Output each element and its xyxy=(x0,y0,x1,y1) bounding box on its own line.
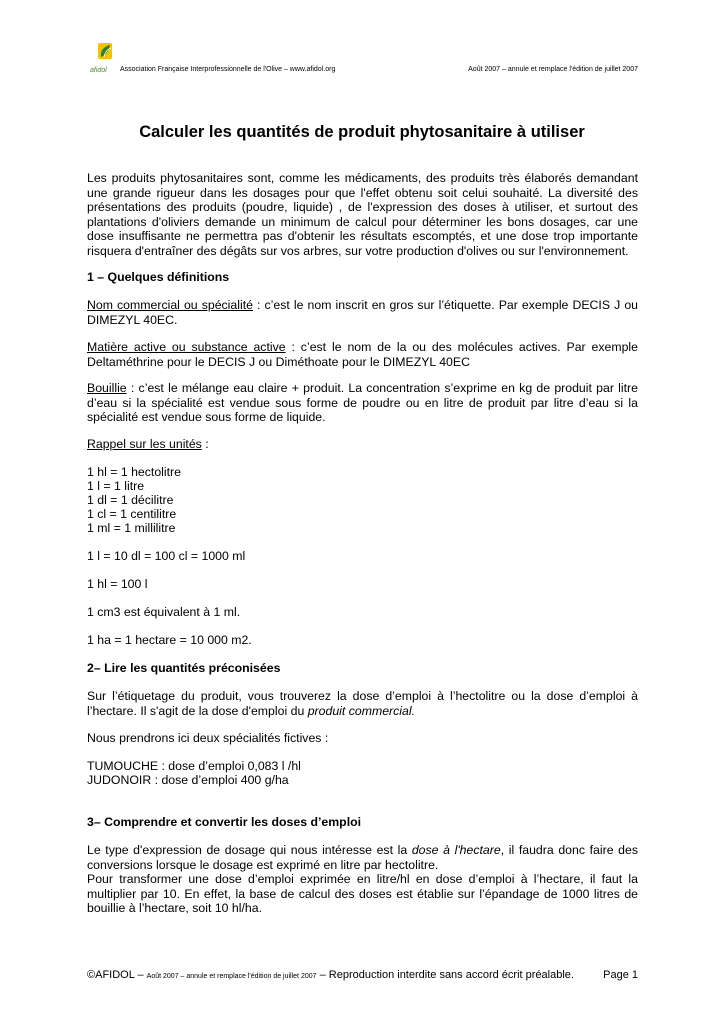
footer-copyright: ©AFIDOL – xyxy=(87,969,147,981)
footer-notice xyxy=(87,968,574,984)
definition-term: Nom commercial ou spécialité xyxy=(87,298,253,312)
definition-bouillie xyxy=(87,381,638,425)
definition-term: Matière active ou substance active xyxy=(87,340,286,354)
definition-active-substance xyxy=(87,340,638,369)
paragraph-italic: dose à l'hectare xyxy=(411,843,501,857)
unit-item: 1 dl = 1 décilitre xyxy=(87,493,174,507)
intro-paragraph: Les produits phytosanitaires sont, comme les médicaments, des produits très élaborés demandant une grande rigueur dans les dosages pour que l'effet obtenu soit celui souhaité. La diversité des présentations des produits (poudre, liquide) , de l'expression des doses à utiliser, et surtout des plantations d'oliviers demande un minimum de calcul pour déterminer les bons dosages, car une dose insuffisante ne permettra pas d'obtenir les résultats escomptés, et une dose trop importante risquera d'entraîner des dégâts sur vos arbres, sur votre production d'olives ou sur l'environnement. xyxy=(87,171,638,258)
footer-edition: Août 2007 – annule et remplace l'édition de juillet 2007 xyxy=(146,973,317,980)
definition-term: Bouillie xyxy=(87,381,127,395)
paragraph-text: Sur l’étiquetage du produit, vous trouverez la dose d’emploi à l’hectolitre ou la dose d’emploi à l’hectare. Il s'agit de la dose d'emploi du xyxy=(87,689,638,718)
definition-text: : c’est le nom inscrit en gros sur l’étiquette. Par exemple DECIS J ou DIMEZYL 40EC. xyxy=(87,298,639,327)
page-title: Calculer les quantités de produit phytosanitaire à utiliser xyxy=(139,123,585,141)
header-edition: Août 2007 – annule et remplace l'édition de juillet 2007 xyxy=(468,66,638,73)
section3-paragraph-2: Pour transformer une dose d’emploi exprimée en litre/hl en dose d’emploi à l’hectare, il faut la multiplier par 10. En effet, la base de calcul des doses est établie sur l’épandage de 1000 litres de bouillie à l’hectare, soit 10 hl/ha. xyxy=(87,872,638,915)
section2-heading: 2– Lire les quantités préconisées xyxy=(87,661,281,675)
paragraph-text: Le type d'expression de dosage qui nous intéresse est la xyxy=(87,843,412,857)
paragraph-italic: produit commercial. xyxy=(307,703,415,718)
units-term: Rappel sur les unités xyxy=(87,437,202,451)
unit-equivalence: 1 cm3 est équivalent à 1 ml. xyxy=(87,605,241,619)
unit-equivalence: 1 ha = 1 hectare = 10 000 m2. xyxy=(87,633,252,647)
paragraph-text: , il faudra donc faire des conversions lorsque le dosage est exprimé en litre par hectolitre. xyxy=(87,843,638,872)
definition-commercial-name xyxy=(87,298,638,327)
unit-item: 1 l = 1 litre xyxy=(87,479,145,493)
unit-item: 1 ml = 1 millilitre xyxy=(87,521,176,535)
logo-wordmark: afidol xyxy=(90,67,107,74)
units-heading xyxy=(87,437,209,452)
section3-heading: 3– Comprendre et convertir les doses d’emploi xyxy=(87,815,362,829)
section3-paragraph-1 xyxy=(87,843,638,872)
page-number: Page 1 xyxy=(603,969,638,981)
definition-text: : c’est le nom de la ou des molécules actives. Par exemple Deltaméthrine pour le DECIS J ou Diméthoate pour le DIMEZYL 40EC xyxy=(87,340,639,369)
definition-text: : c’est le mélange eau claire + produit. La concentration s’exprime en kg de produit par litre d’eau si la spécialité est vendue sous forme de poudre ou en litre de produit par litre d’eau si la spécialité est vendue sous forme de liquide. xyxy=(87,381,638,424)
unit-item: 1 hl = 1 hectolitre xyxy=(87,465,181,479)
unit-equivalence: 1 hl = 100 l xyxy=(87,577,148,591)
units-suffix: : xyxy=(201,437,209,451)
header-org-line: Association Française Interprofessionnelle de l'Olive – www.afidol.org xyxy=(120,66,336,73)
section2-intro-line: Nous prendrons ici deux spécialités fictives : xyxy=(87,731,329,745)
unit-item: 1 cl = 1 centilitre xyxy=(87,507,177,521)
section2-paragraph xyxy=(87,689,638,718)
product-dose-item: TUMOUCHE : dose d’emploi 0,083 l /hl xyxy=(87,759,301,773)
footer-reproduction: – Reproduction interdite sans accord écrit préalable. xyxy=(316,969,574,981)
unit-equivalence: 1 l = 10 dl = 100 cl = 1000 ml xyxy=(87,549,246,563)
section1-heading: 1 – Quelques définitions xyxy=(87,270,230,284)
product-dose-item: JUDONOIR : dose d’emploi 400 g/ha xyxy=(87,773,289,787)
